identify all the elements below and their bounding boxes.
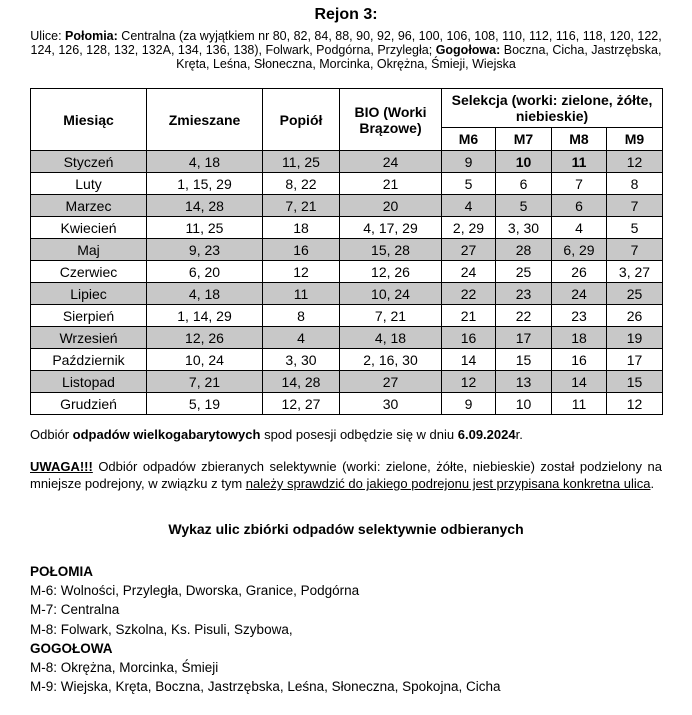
cell-bio: 2, 16, 30 bbox=[340, 349, 442, 371]
cell-m8: 14 bbox=[552, 371, 607, 393]
cell-m8: 23 bbox=[552, 305, 607, 327]
table-row bbox=[31, 393, 663, 415]
cell-m9: 12 bbox=[607, 151, 663, 173]
cell-m6: 21 bbox=[442, 305, 496, 327]
warning-end: . bbox=[650, 476, 655, 491]
cell-m6: 14 bbox=[442, 349, 496, 371]
header-month: Miesiąc bbox=[31, 89, 147, 151]
cell-mixed: 4, 18 bbox=[147, 283, 263, 305]
cell-m8: 7 bbox=[552, 173, 607, 195]
cell-bio: 15, 28 bbox=[340, 239, 442, 261]
cell-bio: 4, 17, 29 bbox=[340, 217, 442, 239]
cell-m7: 23 bbox=[496, 283, 552, 305]
cell-m6: 27 bbox=[442, 239, 496, 261]
warning-note bbox=[30, 458, 662, 492]
cell-mixed: 1, 15, 29 bbox=[147, 173, 263, 195]
cell-m9: 26 bbox=[607, 305, 663, 327]
cell-ash: 12, 27 bbox=[263, 393, 340, 415]
cell-month: Styczeń bbox=[31, 151, 147, 173]
list-item-m9: M-9: Wiejska, Kręta, Boczna, Jastrzębska, Leśna, Słoneczna, Spokojna, Cicha bbox=[30, 679, 501, 695]
cell-m8: 11 bbox=[552, 393, 607, 415]
cell-ash: 14, 28 bbox=[263, 371, 340, 393]
cell-month: Czerwiec bbox=[31, 261, 147, 283]
cell-ash: 16 bbox=[263, 239, 340, 261]
cell-m8: 4 bbox=[552, 217, 607, 239]
page-title: Rejon 3: bbox=[314, 6, 378, 23]
cell-m9: 25 bbox=[607, 283, 663, 305]
street-list-heading: Wykaz ulic zbiórki odpadów selektywnie odbieranych bbox=[168, 521, 524, 537]
cell-mixed: 7, 21 bbox=[147, 371, 263, 393]
header-mixed: Zmieszane bbox=[147, 89, 263, 151]
cell-mixed: 9, 23 bbox=[147, 239, 263, 261]
cell-month: Lipiec bbox=[31, 283, 147, 305]
cell-ash: 18 bbox=[263, 217, 340, 239]
cell-m6: 22 bbox=[442, 283, 496, 305]
cell-m7: 13 bbox=[496, 371, 552, 393]
cell-mixed: 12, 26 bbox=[147, 327, 263, 349]
cell-month: Kwiecień bbox=[31, 217, 147, 239]
bulky-t1: Odbiór bbox=[30, 427, 73, 442]
cell-ash: 7, 21 bbox=[263, 195, 340, 217]
cell-m8: 16 bbox=[552, 349, 607, 371]
cell-m6: 16 bbox=[442, 327, 496, 349]
cell-m9: 15 bbox=[607, 371, 663, 393]
cell-m9: 8 bbox=[607, 173, 663, 195]
bulky-t4: r. bbox=[515, 427, 523, 442]
header-selection: Selekcja (worki: zielone, żółte, niebieskie) bbox=[442, 89, 663, 128]
table-row bbox=[31, 239, 663, 261]
cell-bio: 20 bbox=[340, 195, 442, 217]
cell-ash: 8, 22 bbox=[263, 173, 340, 195]
cell-m7: 5 bbox=[496, 195, 552, 217]
cell-m6: 24 bbox=[442, 261, 496, 283]
cell-bio: 27 bbox=[340, 371, 442, 393]
cell-month: Sierpień bbox=[31, 305, 147, 327]
cell-month: Luty bbox=[31, 173, 147, 195]
warning-label: UWAGA!!! bbox=[30, 459, 93, 474]
cell-bio: 21 bbox=[340, 173, 442, 195]
streets-group2-text: Boczna, Cicha, Jastrzębska, Kręta, Leśna, Słoneczna, Morcinka, Okrężna, Śmieji, Wiejska bbox=[176, 43, 662, 71]
streets-group1-text: Centralna (za wyjątkiem nr 80, 82, 84, 88, 90, 92, 96, 100, 106, 108, 110, 112, 116, 118, 120, 122, 124, 126, 128, 132, 132A, 134, 136, 138), Folwark, Podgórna, Przyległa; bbox=[30, 29, 662, 57]
cell-m6: 2, 29 bbox=[442, 217, 496, 239]
cell-m6: 5 bbox=[442, 173, 496, 195]
header-bio: BIO (Worki Brązowe) bbox=[340, 89, 442, 151]
cell-month: Maj bbox=[31, 239, 147, 261]
cell-month: Marzec bbox=[31, 195, 147, 217]
list-item-m6: M-6: Wolności, Przyległa, Dworska, Granice, Podgórna bbox=[30, 583, 360, 599]
schedule-table bbox=[30, 88, 663, 415]
cell-m6: 4 bbox=[442, 195, 496, 217]
cell-mixed: 14, 28 bbox=[147, 195, 263, 217]
bulky-t2: odpadów wielkogabarytowych bbox=[72, 427, 261, 442]
streets-description bbox=[30, 29, 662, 71]
cell-month: Grudzień bbox=[31, 393, 147, 415]
cell-m9: 17 bbox=[607, 349, 663, 371]
header-m7: M7 bbox=[496, 128, 552, 151]
cell-m7: 25 bbox=[496, 261, 552, 283]
cell-m9: 19 bbox=[607, 327, 663, 349]
bulky-date: 6.09.2024 bbox=[457, 427, 516, 442]
bulky-waste-note bbox=[30, 426, 662, 443]
table-row bbox=[31, 173, 663, 195]
warning-text: Odbiór odpadów zbieranych selektywnie (worki: zielone, żółte, niebieskie) został podzielony na mniejsze podrejony, w związku z tym bbox=[30, 459, 662, 491]
cell-m8: 11 bbox=[552, 151, 607, 173]
cell-m7: 17 bbox=[496, 327, 552, 349]
header-m6: M6 bbox=[442, 128, 496, 151]
cell-m9: 3, 27 bbox=[607, 261, 663, 283]
cell-m7: 10 bbox=[496, 393, 552, 415]
cell-m7: 28 bbox=[496, 239, 552, 261]
cell-bio: 24 bbox=[340, 151, 442, 173]
cell-m8: 6 bbox=[552, 195, 607, 217]
cell-m7: 10 bbox=[496, 151, 552, 173]
cell-mixed: 5, 19 bbox=[147, 393, 263, 415]
table-row bbox=[31, 371, 663, 393]
cell-mixed: 6, 20 bbox=[147, 261, 263, 283]
cell-m9: 5 bbox=[607, 217, 663, 239]
cell-mixed: 10, 24 bbox=[147, 349, 263, 371]
cell-m7: 22 bbox=[496, 305, 552, 327]
cell-ash: 12 bbox=[263, 261, 340, 283]
cell-m6: 9 bbox=[442, 151, 496, 173]
cell-m9: 12 bbox=[607, 393, 663, 415]
list-group-polomia: POŁOMIA bbox=[30, 564, 93, 579]
cell-m6: 9 bbox=[442, 393, 496, 415]
cell-month: Listopad bbox=[31, 371, 147, 393]
table-row bbox=[31, 283, 663, 305]
cell-mixed: 11, 25 bbox=[147, 217, 263, 239]
cell-m8: 18 bbox=[552, 327, 607, 349]
cell-bio: 12, 26 bbox=[340, 261, 442, 283]
cell-m9: 7 bbox=[607, 239, 663, 261]
street-list bbox=[30, 562, 662, 696]
cell-month: Październik bbox=[31, 349, 147, 371]
cell-m8: 24 bbox=[552, 283, 607, 305]
table-row bbox=[31, 327, 663, 349]
cell-m7: 3, 30 bbox=[496, 217, 552, 239]
table-row bbox=[31, 151, 663, 173]
table-row bbox=[31, 217, 663, 239]
cell-m8: 26 bbox=[552, 261, 607, 283]
streets-prefix: Ulice: bbox=[30, 29, 66, 43]
table-row bbox=[31, 195, 663, 217]
cell-ash: 8 bbox=[263, 305, 340, 327]
cell-mixed: 1, 14, 29 bbox=[147, 305, 263, 327]
table-row bbox=[31, 349, 663, 371]
cell-m7: 15 bbox=[496, 349, 552, 371]
table-row bbox=[31, 261, 663, 283]
header-m8: M8 bbox=[552, 128, 607, 151]
warning-underlined: należy sprawdzić do jakiego podrejonu jest przypisana konkretna ulica bbox=[245, 476, 651, 491]
cell-bio: 30 bbox=[340, 393, 442, 415]
cell-bio: 4, 18 bbox=[340, 327, 442, 349]
header-ash: Popiół bbox=[263, 89, 340, 151]
streets-group1-name: Połomia: bbox=[65, 29, 118, 43]
streets-group2-name: Gogołowa: bbox=[435, 43, 501, 57]
list-group-gogolowa: GOGOŁOWA bbox=[30, 640, 113, 656]
list-item-m8-gogolowa: M-8: Okrężna, Morcinka, Śmieji bbox=[30, 660, 219, 676]
cell-m9: 7 bbox=[607, 195, 663, 217]
cell-m6: 12 bbox=[442, 371, 496, 393]
cell-ash: 11 bbox=[263, 283, 340, 305]
table-row bbox=[31, 305, 663, 327]
bulky-t3: spod posesji odbędzie się w dniu bbox=[260, 427, 458, 442]
cell-ash: 3, 30 bbox=[263, 349, 340, 371]
cell-month: Wrzesień bbox=[31, 327, 147, 349]
header-m9: M9 bbox=[607, 128, 663, 151]
cell-m7: 6 bbox=[496, 173, 552, 195]
cell-ash: 4 bbox=[263, 327, 340, 349]
cell-ash: 11, 25 bbox=[263, 151, 340, 173]
cell-m8: 6, 29 bbox=[552, 239, 607, 261]
cell-bio: 10, 24 bbox=[340, 283, 442, 305]
cell-mixed: 4, 18 bbox=[147, 151, 263, 173]
cell-bio: 7, 21 bbox=[340, 305, 442, 327]
list-item-m7: M-7: Centralna bbox=[30, 602, 120, 618]
list-item-m8-polomia: M-8: Folwark, Szkolna, Ks. Pisuli, Szybowa, bbox=[30, 621, 293, 637]
schedule-body bbox=[31, 151, 663, 415]
